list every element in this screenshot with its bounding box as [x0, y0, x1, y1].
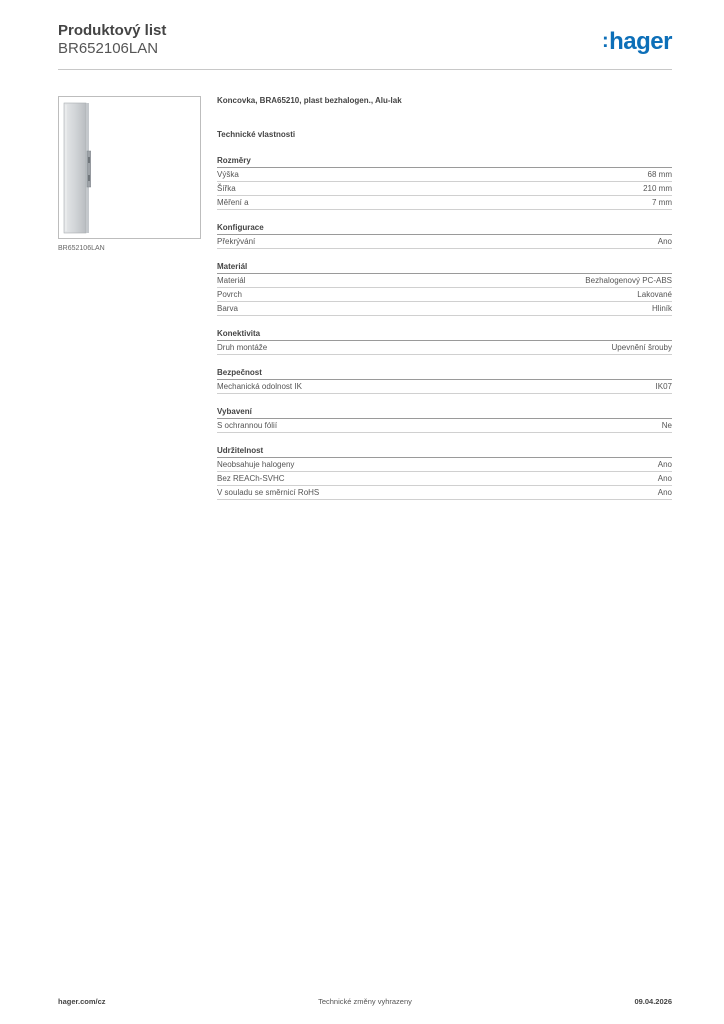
- spec-row: [217, 235, 672, 249]
- section-safety: [217, 367, 672, 394]
- spec-value: 68 mm: [647, 170, 672, 179]
- section-title: Vybavení: [217, 406, 672, 419]
- cover-panel-icon: [63, 101, 91, 235]
- spec-value: Ano: [657, 460, 672, 469]
- section-title: Materiál: [217, 261, 672, 274]
- spec-label: Bez REACh-SVHC: [217, 474, 285, 483]
- spec-value: Hliník: [651, 304, 672, 313]
- section-material: [217, 261, 672, 316]
- spec-value: 7 mm: [652, 198, 672, 207]
- spec-label: Měření a: [217, 198, 249, 207]
- section-title: Bezpečnost: [217, 367, 672, 380]
- section-sustainability: [217, 445, 672, 500]
- spec-label: Překrývání: [217, 237, 256, 246]
- spec-value: Ne: [661, 421, 672, 430]
- spec-row: [217, 302, 672, 316]
- spec-row: [217, 274, 672, 288]
- spec-label: Mechanická odolnost IK: [217, 382, 302, 391]
- product-code: BR652106LAN: [58, 40, 159, 57]
- spec-value: Lakované: [637, 290, 672, 299]
- section-title: Rozměry: [217, 155, 672, 168]
- spec-row: [217, 288, 672, 302]
- hager-logo: [602, 28, 672, 56]
- spec-label: Barva: [217, 304, 238, 313]
- section-dimensions: [217, 155, 672, 210]
- footer-website: hager.com/cz: [58, 997, 106, 1006]
- spec-value: Bezhalogenový PC-ABS: [585, 276, 672, 285]
- section-connectivity: [217, 328, 672, 355]
- product-image: [58, 96, 201, 239]
- footer-date: 09.04.2026: [634, 997, 672, 1006]
- spec-label: Šířka: [217, 184, 236, 193]
- spec-row: [217, 380, 672, 394]
- spec-row: [217, 486, 672, 500]
- spec-row: [217, 419, 672, 433]
- page-title: Produktový list: [58, 22, 167, 39]
- spec-label: Druh montáže: [217, 343, 268, 352]
- spec-label: Povrch: [217, 290, 242, 299]
- spec-value: Ano: [657, 237, 672, 246]
- spec-row: [217, 341, 672, 355]
- spec-label: V souladu se směrnicí RoHS: [217, 488, 320, 497]
- section-title: Udržitelnost: [217, 445, 672, 458]
- spec-value: Ano: [657, 488, 672, 497]
- section-configuration: [217, 222, 672, 249]
- tech-properties-title: Technické vlastnosti: [217, 130, 296, 139]
- spec-label: Neobsahuje halogeny: [217, 460, 295, 469]
- logo-colon-icon: :: [601, 30, 609, 52]
- spec-value: 210 mm: [643, 184, 672, 193]
- spec-row: [217, 196, 672, 210]
- logo-text: hager: [609, 28, 672, 55]
- image-caption: BR652106LAN: [58, 245, 105, 252]
- spec-row: [217, 182, 672, 196]
- spec-row: [217, 168, 672, 182]
- footer-notice: Technické změny vyhrazeny: [318, 997, 412, 1006]
- spec-row: [217, 458, 672, 472]
- product-description: Koncovka, BRA65210, plast bezhalogen., Alu-lak: [217, 96, 402, 105]
- product-specs: [217, 96, 672, 500]
- spec-value: IK07: [655, 382, 672, 391]
- spec-value: Upevnění šrouby: [611, 343, 672, 352]
- section-equipment: [217, 406, 672, 433]
- spec-label: Výška: [217, 170, 239, 179]
- page-header: [58, 22, 672, 70]
- spec-label: S ochrannou fólií: [217, 421, 278, 430]
- section-title: Konfigurace: [217, 222, 672, 235]
- spec-value: Ano: [657, 474, 672, 483]
- spec-row: [217, 472, 672, 486]
- section-title: Konektivita: [217, 328, 672, 341]
- spec-label: Materiál: [217, 276, 246, 285]
